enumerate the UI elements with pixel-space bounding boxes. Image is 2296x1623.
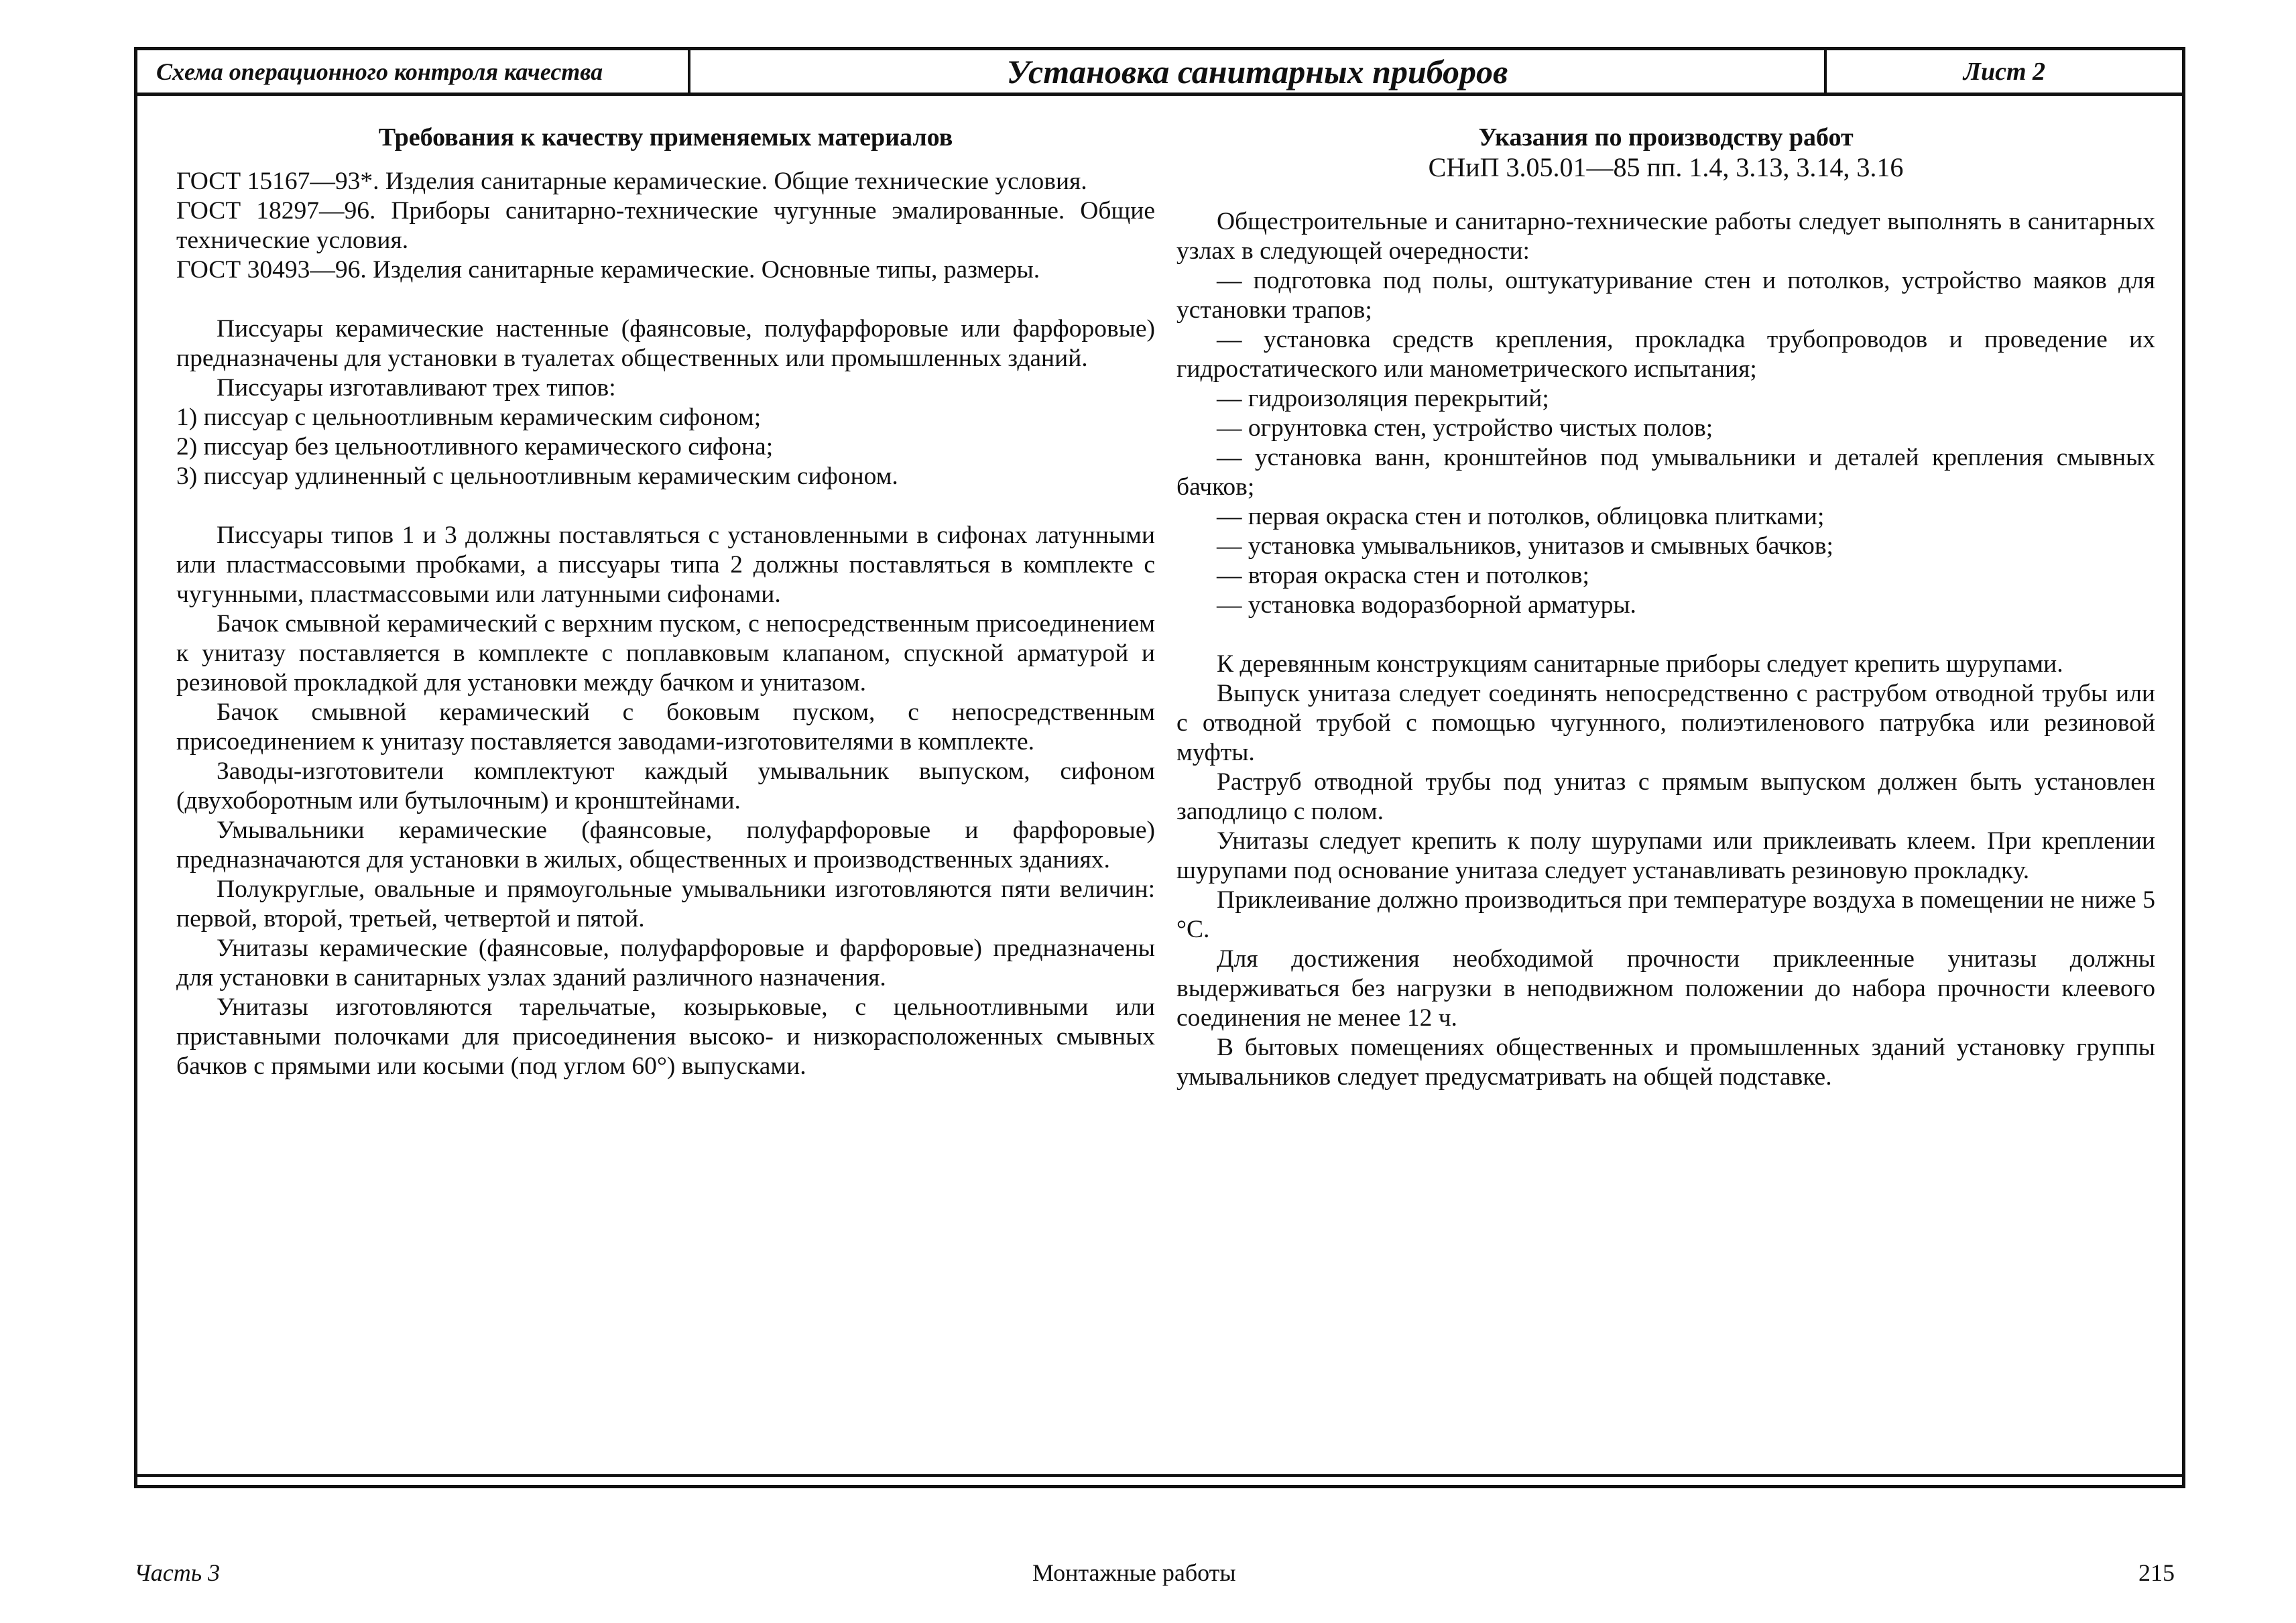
header-title: Установка санитарных приборов: [690, 50, 1827, 93]
left-column: [176, 123, 1155, 1081]
type-item: 3) писсуар удлиненный с цельноотливным керамическим сифоном.: [176, 463, 898, 490]
right-column-subtitle: СНиП 3.05.01—85 пп. 1.4, 3.13, 3.14, 3.16: [1428, 152, 1904, 182]
gost-item: ГОСТ 18297—96. Приборы санитарно-технические чугунные эмалированные. Общие технические условия.: [176, 197, 1155, 254]
paragraph: Бачок смывной керамический с верхним пуском, с непосредственным присоединением к унитазу поставляется в комплекте с поплавковым клапаном, спускной арматурой и резиновой прокладкой для установки между бачком и унитазом.: [176, 610, 1155, 697]
paragraph: Общестроительные и санитарно-технические работы следует выполнять в санитарных узлах в следующей очередности:: [1176, 208, 2155, 265]
paragraph: Для достижения необходимой прочности приклеенные унитазы должны выдерживаться без нагрузки в неподвижном положении до набора прочности клеевого соединения не менее 12 ч.: [1176, 945, 2155, 1032]
gost-item: ГОСТ 30493—96. Изделия санитарные керамические. Основные типы, размеры.: [176, 256, 1040, 284]
gost-list: [176, 167, 1155, 285]
header-scheme-label: Схема операционного контроля качества: [137, 50, 690, 93]
step-item: — подготовка под полы, оштукатуривание стен и потолков, устройство маяков для установки трапов;: [1176, 267, 2155, 324]
content-area: [137, 96, 2182, 1477]
footer-section: Монтажные работы: [1032, 1559, 1236, 1586]
paragraph: Писсуары керамические настенные (фаянсовые, полуфарфоровые или фарфоровые) предназначены для установки в туалетах общественных или промышленных зданий.: [176, 315, 1155, 372]
step-item: — установка средств крепления, прокладка трубопроводов и проведение их гидростатического или манометрического испытания;: [1176, 326, 2155, 383]
paragraph: Писсуары типов 1 и 3 должны поставляться с установленными в сифонах латунными или пластмассовыми пробками, а писсуары типа 2 должны поставляться в комплекте с чугунными, пластмассовыми или латунными сифонами.: [176, 522, 1155, 608]
gost-item: ГОСТ 15167—93*. Изделия санитарные керамические. Общие технические условия.: [176, 168, 1087, 195]
step-item: — установка ванн, кронштейнов под умывальники и деталей крепления смывных бачков;: [1176, 444, 2155, 501]
left-column-title: Требования к качеству применяемых материалов: [378, 123, 953, 152]
right-column-title: Указания по производству работ: [1478, 123, 1854, 152]
document-sheet: [134, 47, 2185, 1488]
header-row: [137, 50, 2182, 96]
type-item: 2) писсуар без цельноотливного керамического сифона;: [176, 433, 774, 461]
paragraph: Полукруглые, овальные и прямоугольные умывальники изготовляются пяти величин: первой, второй, третьей, четвертой и пятой.: [176, 876, 1155, 933]
paragraph: Выпуск унитаза следует соединять непосредственно с раструбом отводной трубы или с отводной трубой с помощью чугунного, полиэтиленового патрубка или резиновой муфты.: [1176, 680, 2155, 766]
step-item: — первая окраска стен и потолков, облицовка плитками;: [1217, 503, 1825, 530]
paragraph: Бачок смывной керамический с боковым пуском, с непосредственным присоединением к унитазу поставляется заводами-изготовителями в комплекте.: [176, 699, 1155, 756]
paragraph: Унитазы следует крепить к полу шурупами или приклеивать клеем. При креплении шурупами под основание унитаза следует устанавливать резиновую прокладку.: [1176, 827, 2155, 884]
header-sheet-number: Лист 2: [1963, 57, 2046, 86]
step-item: — вторая окраска стен и потолков;: [1217, 562, 1589, 589]
paragraph: Писсуары изготавливают трех типов:: [217, 374, 616, 402]
step-item: — установка умывальников, унитазов и смывных бачков;: [1217, 532, 1833, 560]
type-item: 1) писсуар с цельноотливным керамическим сифоном;: [176, 404, 762, 431]
page-number: 215: [2138, 1559, 2175, 1586]
step-item: — огрунтовка стен, устройство чистых полов;: [1217, 414, 1713, 442]
paragraph: Унитазы изготовляются тарельчатые, козырьковые, с цельноотливными или приставными полочками для присоединения высоко- и низкорасположенных смывных бачков с прямыми или косыми (под углом 60°) выпусками.: [176, 994, 1155, 1080]
paragraph: В бытовых помещениях общественных и промышленных зданий установку группы умывальников следует предусматривать на общей подставке.: [1176, 1034, 2155, 1091]
paragraph: Приклеивание должно производиться при температуре воздуха в помещении не ниже 5 °С.: [1176, 886, 2155, 943]
step-item: — гидроизоляция перекрытий;: [1217, 385, 1549, 412]
paragraph: Унитазы керамические (фаянсовые, полуфарфоровые и фарфоровые) предназначены для установки в санитарных узлах зданий различного назначения.: [176, 935, 1155, 991]
paragraph: К деревянным конструкциям санитарные приборы следует крепить шурупами.: [1217, 650, 2063, 678]
paragraph: Умывальники керамические (фаянсовые, полуфарфоровые и фарфоровые) предназначаются для установки в жилых, общественных и производственных зданиях.: [176, 817, 1155, 874]
paragraph: Заводы-изготовители комплектуют каждый умывальник выпуском, сифоном (двухоборотным или бутылочным) и кронштейнами.: [176, 758, 1155, 815]
right-column: [1176, 123, 2155, 1092]
paragraph: Раструб отводной трубы под унитаз с прямым выпуском должен быть установлен заподлицо с полом.: [1176, 768, 2155, 825]
step-item: — установка водоразборной арматуры.: [1217, 591, 1636, 619]
footer-part: Часть 3: [134, 1559, 221, 1586]
